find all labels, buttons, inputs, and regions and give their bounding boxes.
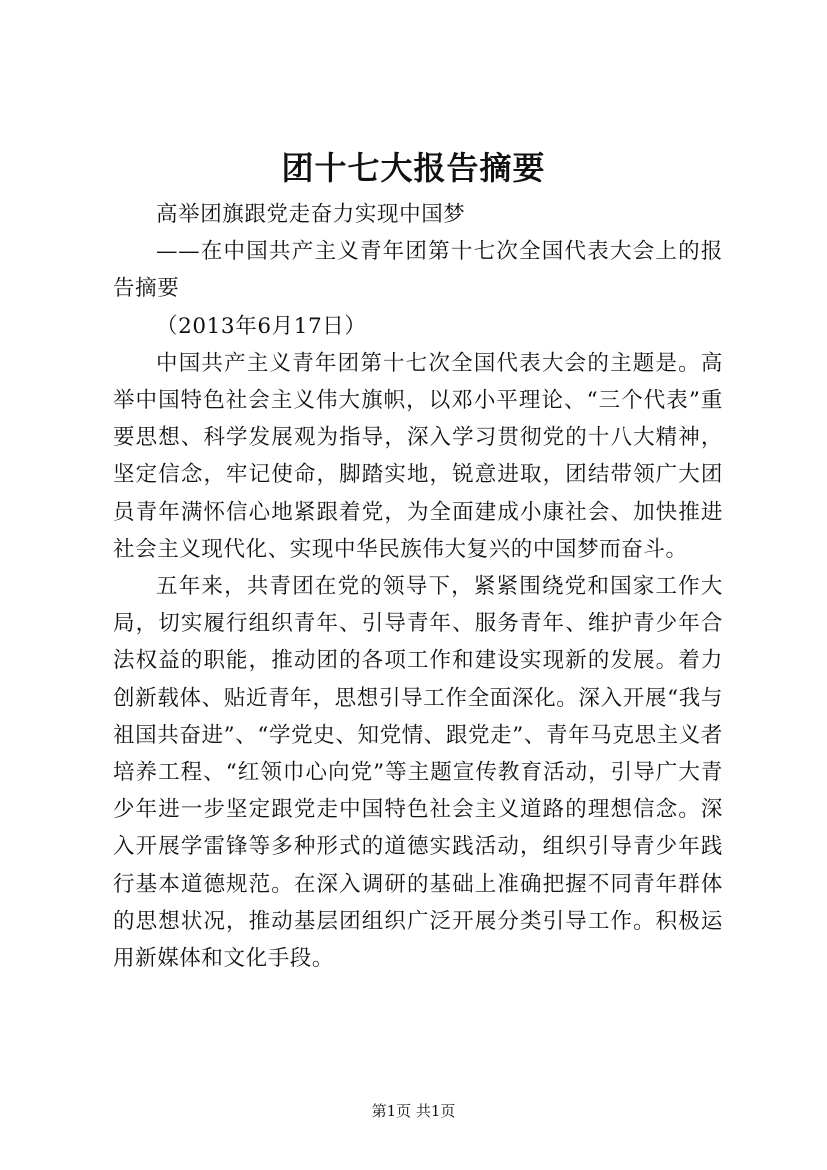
- page-footer: 第1页 共1页: [371, 1102, 456, 1120]
- document-body: [113, 196, 723, 977]
- document-title: 团十七大报告摘要: [281, 149, 546, 187]
- subtitle-context: ——在中国共产主义青年团第十七次全国代表大会上的报告摘要: [113, 239, 723, 302]
- subtitle: 高举团旗跟党走奋力实现中国梦: [156, 202, 466, 227]
- report-date: （2013年6月17日）: [156, 313, 367, 339]
- body-paragraph: 中国共产主义青年团第十七次全国代表大会的主题是。高举中国特色社会主义伟大旗帜，以邓小平理论、“三个代表”重要思想、科学发展观为指导，深入学习贯彻党的十八大精神，坚定信念，牢记使命，脚踏实地，锐意进取，团结带领广大团员青年满怀信心地紧跟着党，为全面建成小康社会、加快推进社会主义现代化、实现中华民族伟大复兴的中国梦而奋斗。: [113, 350, 723, 562]
- body-paragraph: 五年来，共青团在党的领导下，紧紧围绕党和国家工作大局，切实履行组织青年、引导青年、服务青年、维护青少年合法权益的职能，推动团的各项工作和建设实现新的发展。着力创新载体、贴近青年，思想引导工作全面深化。深入开展“我与祖国共奋进”、“学党史、知党情、跟党走”、青年马克思主义者培养工程、“红领巾心向党”等主题宣传教育活动，引导广大青少年进一步坚定跟党走中国特色社会主义道路的理想信念。深入开展学雷锋等多种形式的道德实践活动，组织引导青少年践行基本道德规范。在深入调研的基础上准确把握不同青年群体的思想状况，推动基层团组织广泛开展分类引导工作。积极运用新媒体和文化手段。: [113, 574, 723, 972]
